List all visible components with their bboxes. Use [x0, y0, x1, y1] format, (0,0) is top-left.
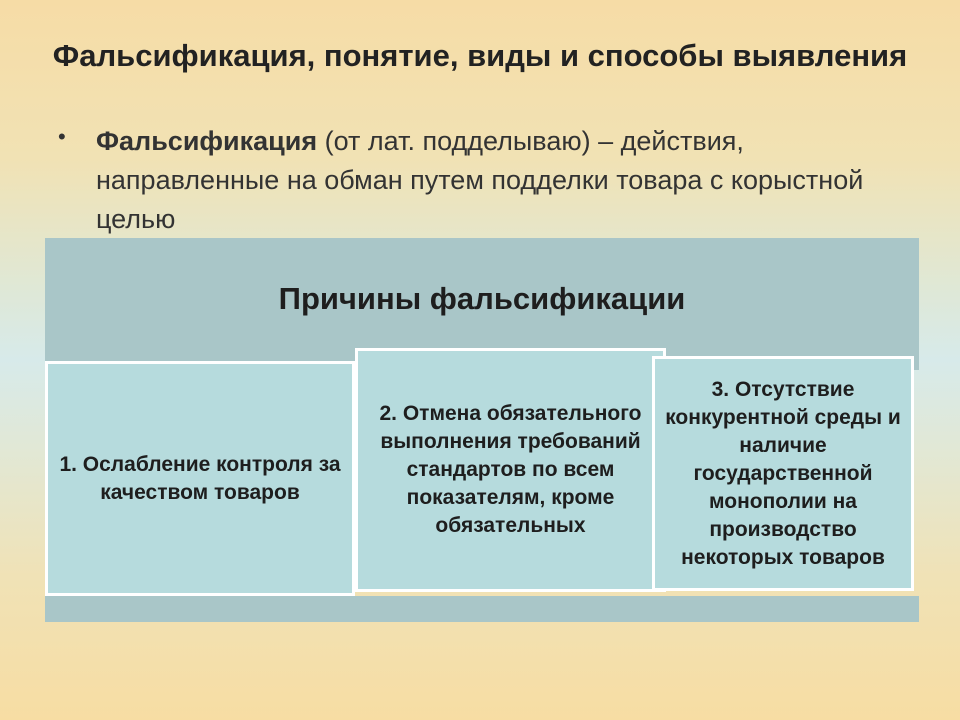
cause-box-2 [355, 348, 666, 592]
cause-label-3: 3. Отсутствие конкурентной среды и наличие государственной монополии на производство некоторых товаров [665, 377, 901, 569]
definition-term: Фальсификация [96, 126, 318, 156]
definition-text [96, 122, 896, 239]
cause-box-3 [652, 356, 914, 591]
diagram-footer-band [45, 596, 919, 622]
cause-label-1: 1. Ослабление контроля за качеством товаров [59, 452, 341, 504]
slide-title: Фальсификация, понятие, виды и способы выявления [52, 38, 908, 73]
cause-box-1 [45, 361, 355, 596]
cause-label-2: 2. Отмена обязательного выполнения требований стандартов по всем показателям, кроме обязательных [379, 402, 642, 537]
bullet-mark: • [58, 124, 66, 149]
definition-body: (от лат. подделываю) – действия, направленные на обман путем подделки товара с корыстной целью [96, 126, 864, 234]
diagram-heading: Причины фальсификации [278, 281, 686, 316]
causes-diagram [45, 238, 919, 622]
